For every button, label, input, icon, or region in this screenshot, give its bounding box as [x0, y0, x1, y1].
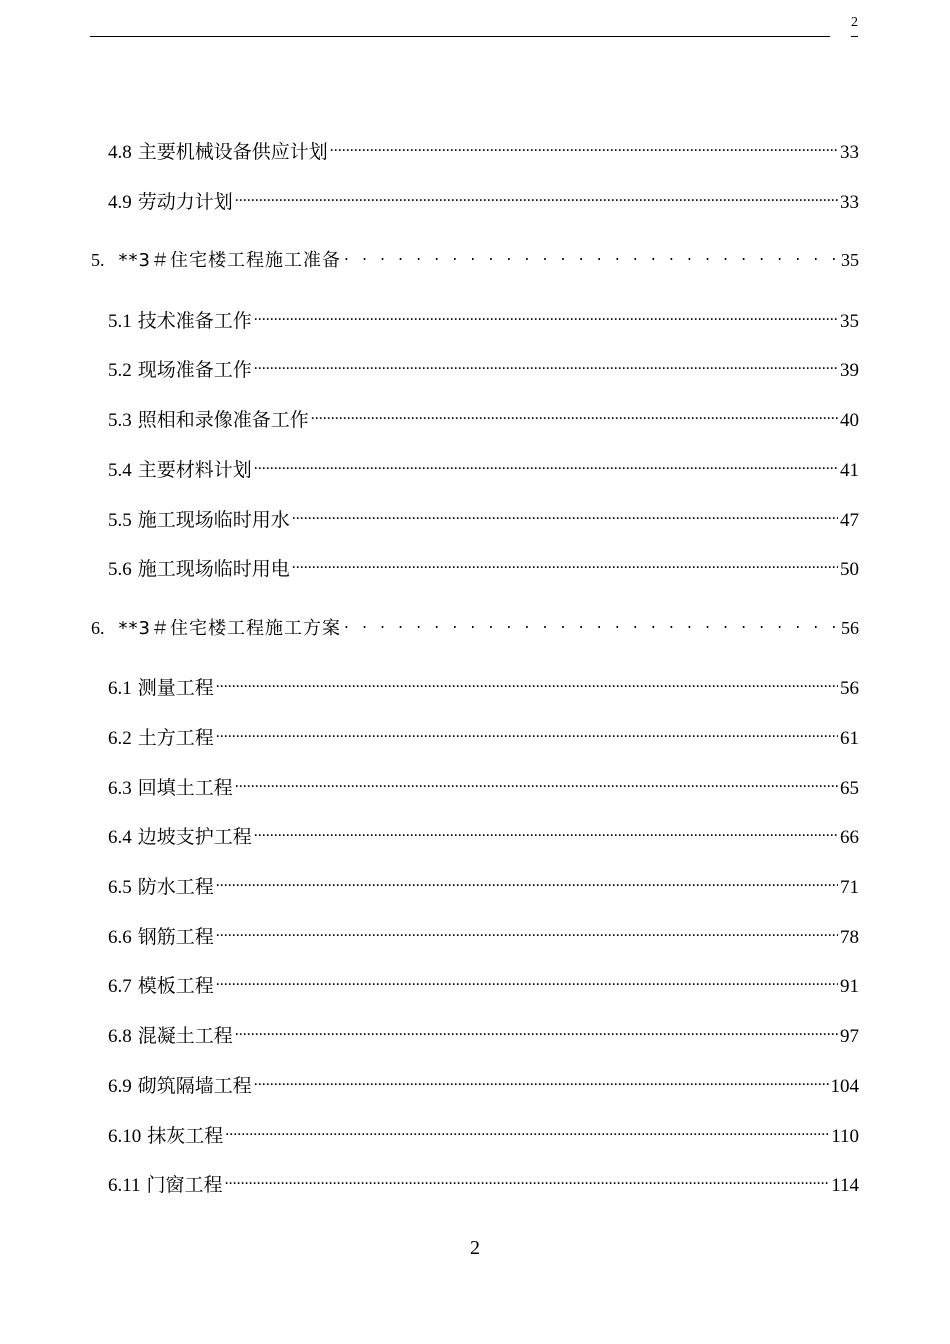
toc-dot-leader [216, 973, 838, 992]
toc-entry-title: 土方工程 [137, 727, 214, 749]
toc-entry-number: 6. [91, 618, 105, 638]
toc-entry[interactable] [108, 137, 859, 164]
toc-entry[interactable] [108, 306, 859, 333]
toc-entry-page: 97 [840, 1026, 859, 1047]
toc-entry-title: 照相和录像准备工作 [137, 409, 309, 431]
toc-entry-page: 65 [840, 778, 859, 799]
toc-entry-page: 33 [840, 142, 859, 163]
toc-entry[interactable] [108, 455, 859, 482]
toc-entry-number: 5.1 [108, 311, 132, 332]
toc-dot-leader [292, 556, 838, 575]
toc-entry-title: 砌筑隔墙工程 [137, 1075, 252, 1097]
toc-dot-leader [216, 675, 838, 694]
toc-entry-title: 钢筋工程 [137, 926, 214, 948]
toc-entry-number: 6.8 [108, 1026, 132, 1047]
toc-entry-page: 71 [840, 877, 859, 898]
footer-page-number: 2 [470, 1237, 480, 1259]
toc-entry-page: 91 [840, 976, 859, 997]
toc-dot-leader [216, 874, 838, 893]
toc-entry-number: 5. [91, 250, 105, 270]
toc-entry[interactable] [91, 246, 859, 272]
toc-dot-leader [235, 775, 838, 794]
toc-entry[interactable] [108, 355, 859, 382]
toc-entry-number: 6.3 [108, 778, 132, 799]
toc-entry[interactable] [108, 822, 859, 849]
toc-entry-number: 6.10 [108, 1126, 142, 1147]
header-rule [90, 36, 830, 37]
toc-dot-leader [254, 457, 838, 476]
toc-entry-page: 110 [831, 1126, 859, 1147]
toc-entry-title: 边坡支护工程 [137, 826, 252, 848]
toc-entry-page: 39 [840, 360, 859, 381]
toc-entry-number: 6.1 [108, 678, 132, 699]
toc-entry[interactable] [108, 971, 859, 998]
toc-entry-number: 5.4 [108, 460, 132, 481]
toc-entry-title: **3＃住宅楼工程施工准备 [118, 250, 341, 271]
toc-entry-page: 41 [840, 460, 859, 481]
toc-entry[interactable] [108, 673, 859, 700]
toc-entry-title: 施工现场临时用电 [137, 558, 290, 580]
toc-entry-title: 防水工程 [137, 876, 214, 898]
toc-entry-page: 114 [831, 1175, 859, 1196]
toc-entry[interactable] [108, 187, 859, 214]
header-page-number: 2 [851, 15, 858, 30]
toc-dot-leader [225, 1123, 829, 1142]
toc-entry-number: 4.8 [108, 142, 132, 163]
toc-dot-leader [311, 407, 838, 426]
toc-entry[interactable] [108, 922, 859, 949]
toc-entry-number: 5.3 [108, 410, 132, 431]
toc-entry-number: 6.2 [108, 728, 132, 749]
toc-dot-leader [254, 1073, 829, 1092]
toc-entry-title: 门窗工程 [146, 1174, 223, 1196]
toc-dot-leader [254, 357, 838, 376]
toc-entry-page: 47 [840, 510, 859, 531]
toc-entry-title: 主要机械设备供应计划 [137, 141, 328, 163]
toc-entry[interactable] [108, 1170, 859, 1197]
toc-entry[interactable] [108, 405, 859, 432]
toc-entry-page: 78 [840, 927, 859, 948]
toc-entry-page: 56 [840, 678, 859, 699]
toc-entry-page: 104 [830, 1076, 859, 1097]
toc-entry[interactable] [108, 773, 859, 800]
toc-entry[interactable] [108, 1071, 859, 1098]
toc-entry-title: 劳动力计划 [137, 191, 233, 213]
toc-entry-title: 抹灰工程 [147, 1125, 224, 1147]
toc-entry[interactable] [108, 505, 859, 532]
toc-dot-leader [216, 725, 838, 744]
toc-dot-leader [292, 507, 838, 526]
toc-entry-number: 6.5 [108, 877, 132, 898]
toc-entry-page: 56 [841, 618, 859, 638]
toc-entry-number: 5.5 [108, 510, 132, 531]
toc-entry-page: 66 [840, 827, 859, 848]
toc-entry[interactable] [108, 1121, 859, 1148]
toc-entry-number: 6.7 [108, 976, 132, 997]
toc-entry-number: 5.2 [108, 360, 132, 381]
toc-entry-title: 技术准备工作 [137, 310, 252, 332]
toc-entry[interactable] [108, 1021, 859, 1048]
toc-dot-leader [235, 1023, 838, 1042]
toc-entry-page: 33 [840, 192, 859, 213]
toc-dot-leader [225, 1172, 830, 1191]
toc-entry-title: **3＃住宅楼工程施工方案 [118, 618, 341, 639]
toc-entry[interactable] [108, 872, 859, 899]
toc-entry-number: 6.4 [108, 827, 132, 848]
toc-entry-title: 回填土工程 [137, 777, 233, 799]
toc-entry-number: 6.6 [108, 927, 132, 948]
toc-entry-number: 5.6 [108, 559, 132, 580]
toc-entry-page: 35 [841, 250, 859, 270]
toc-entry-title: 模板工程 [137, 975, 214, 997]
toc-entry-number: 6.11 [108, 1175, 141, 1196]
toc-entry-title: 现场准备工作 [137, 359, 252, 381]
toc-entry-page: 61 [840, 728, 859, 749]
toc-dot-leader [343, 616, 839, 634]
toc-dot-leader [254, 824, 838, 843]
toc-entry-number: 4.9 [108, 192, 132, 213]
toc-entry-title: 混凝土工程 [137, 1025, 233, 1047]
toc-entry[interactable] [91, 614, 859, 640]
toc-entry-number: 6.9 [108, 1076, 132, 1097]
toc-dot-leader [235, 189, 838, 208]
toc-entry-title: 施工现场临时用水 [137, 509, 290, 531]
toc-dot-leader [343, 248, 839, 266]
toc-entry-page: 50 [840, 559, 859, 580]
toc-entry-page: 40 [840, 410, 859, 431]
toc-entry[interactable] [108, 723, 859, 750]
toc-dot-leader [216, 924, 838, 943]
toc-entry-page: 35 [840, 311, 859, 332]
toc-entry-title: 测量工程 [137, 677, 214, 699]
toc-entry[interactable] [108, 554, 859, 581]
toc-dot-leader [254, 308, 838, 327]
toc-entry-title: 主要材料计划 [137, 459, 252, 481]
toc-dot-leader [330, 139, 838, 158]
